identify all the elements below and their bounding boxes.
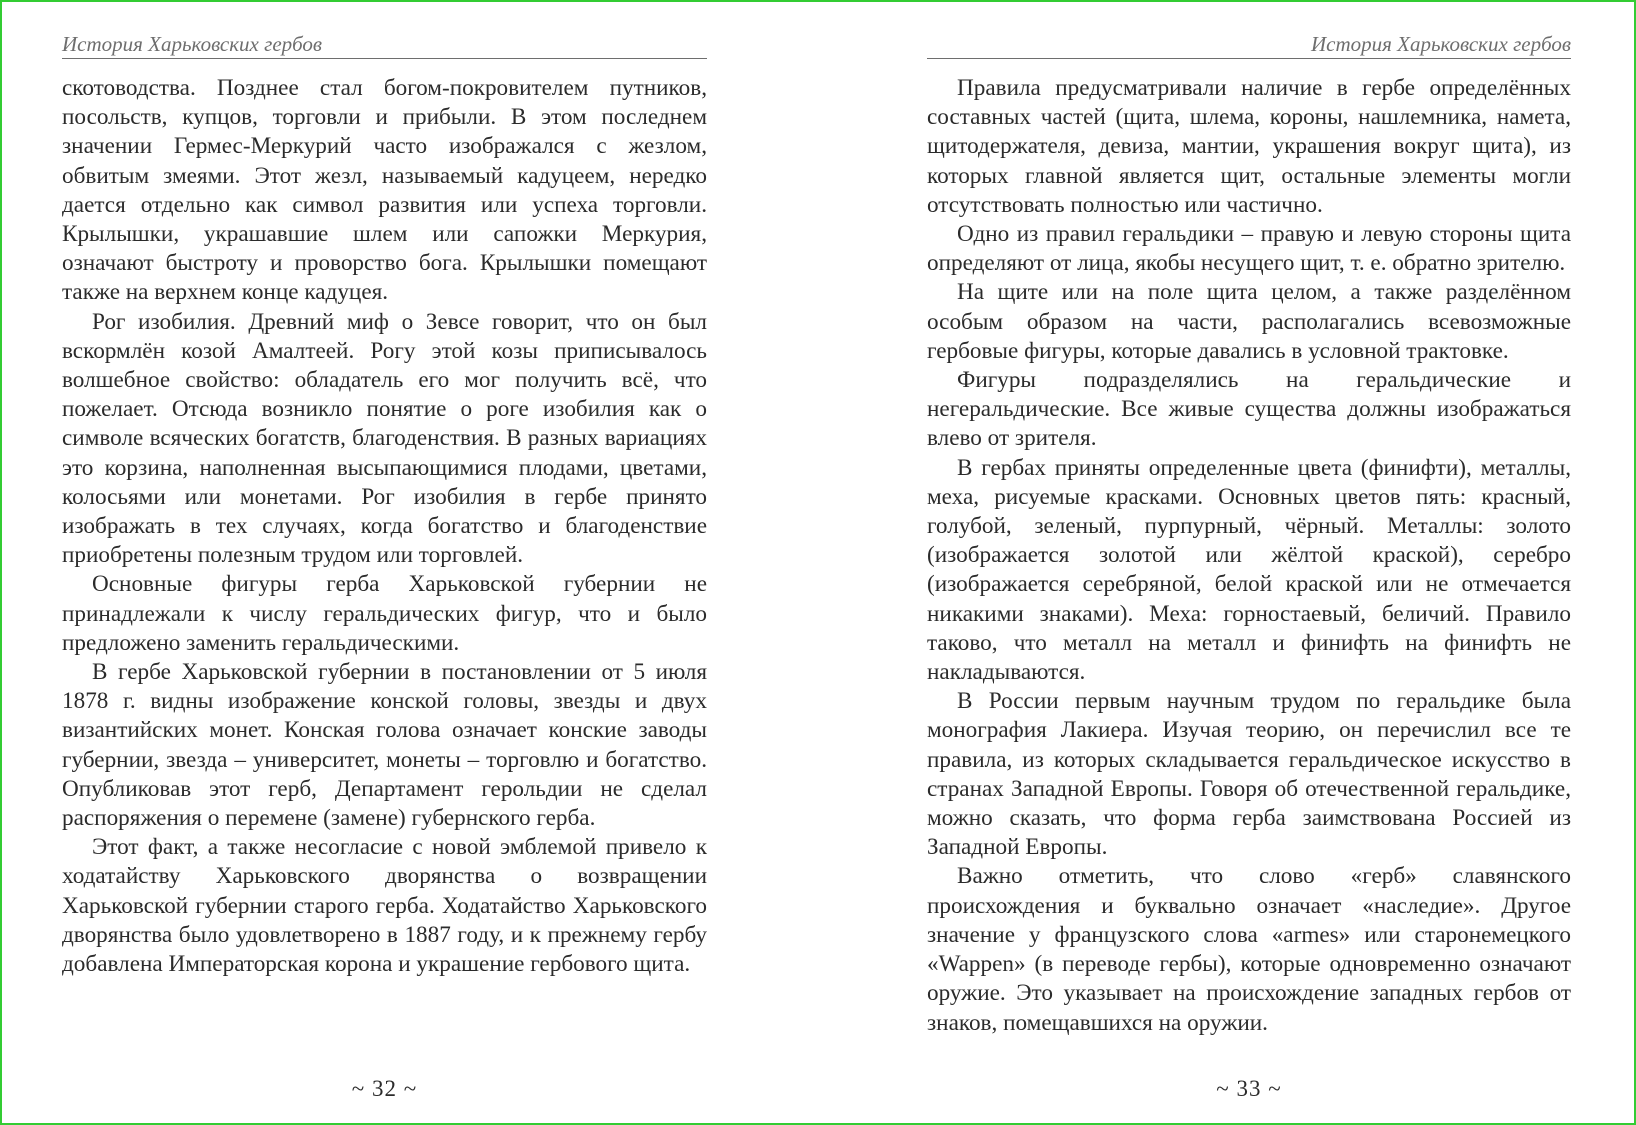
- paragraph: Правила предусматривали наличие в гербе определённых составных частей (щита, шлема, короны, нашлемника, намета, щитодержателя, девиза, мантии, украшения вокруг щита), из которых главной является щит, остальные элементы могли отсутствовать полностью или частично.: [927, 75, 1571, 218]
- paragraph: В гербе Харьковской губернии в постановлении от 5 июля 1878 г. видны изображение конской головы, звезды и двух византийских монет. Конская голова означает конские заводы губернии, звезда – университет, монеты – торговлю и богатство. Опубликовав этот герб, Департамент герольдии не сделал распоряжения о перемене (замене) губернского герба.: [62, 659, 707, 832]
- left-page: [62, 2, 707, 1123]
- paragraph: скотоводства. Позднее стал богом-покровителем путников, посольств, купцов, торговли и прибыли. В этом последнем значении Гермес-Меркурий часто изображался с жезлом, обвитым змеями. Этот жезл, называемый кадуцеем, нередко дается отдельно как символ развития или успеха торговли. Крылышки, украшавшие шлем или сапожки Меркурия, означают быстроту и проворство бога. Крылышки помещают также на верхнем конце кадуцея.: [62, 75, 707, 306]
- running-head-left: История Харьковских гербов: [62, 32, 707, 59]
- page-number-right: ~ 33 ~: [1216, 1076, 1282, 1101]
- paragraph: Этот факт, а также несогласие с новой эмблемой привело к ходатайству Харьковского дворянства о возвращении Харьковской губернии старого герба. Ходатайство Харьковского дворянства было удовлетворено в 1887 году, и к прежнему гербу добавлена Императорская корона и украшение гербового щита.: [62, 834, 707, 978]
- right-page-body: [927, 74, 1571, 1038]
- left-page-body: [62, 74, 707, 979]
- page-number-left: ~ 32 ~: [351, 1076, 418, 1101]
- paragraph: На щите или на поле щита целом, а также разделённом особым образом на части, располагались всевозможные гербовые фигуры, которые давались в условной трактовке.: [927, 279, 1571, 364]
- paragraph: Фигуры подразделялись на геральдические и негеральдические. Все живые существа должны изображаться влево от зрителя.: [927, 367, 1571, 452]
- paragraph: Рог изобилия. Древний миф о Зевсе говорит, что он был вскормлён козой Амалтеей. Рогу этой козы приписывалось волшебное свойство: обладатель его мог получить всё, что пожелает. Отсюда возникло понятие о роге изобилия как о символе всяческих богатств, благоденствия. В разных вариациях это корзина, наполненная высыпающимися плодами, цветами, колосьями или монетами. Рог изобилия в гербе принято изображать в тех случаях, когда богатство и благоденствие приобретены полезным трудом или торговлей.: [62, 308, 707, 569]
- paragraph: В гербах приняты определенные цвета (финифти), металлы, меха, рисуемые красками. Основных цветов пять: красный, голубой, зеленый, пурпурный, чёрный. Металлы: золото (изображается золотой или жёлтой краской), серебро (изображается серебряной, белой краской или не отмечается никакими знаками). Меха: горностаевый, беличий. Правило таково, что металл на металл и финифть на финифть не накладываются.: [927, 454, 1571, 686]
- paragraph: В России первым научным трудом по геральдике была монография Лакиера. Изучая теорию, он перечислил все те правила, из которых складывается геральдическое искусство в странах Западной Европы. Говоря об отечественной геральдике, можно сказать, что форма герба заимствована Россией из Западной Европы.: [927, 688, 1571, 861]
- paragraph: Одно из правил геральдики – правую и левую стороны щита определяют от лица, якобы несущего щит, т. е. обратно зрителю.: [927, 221, 1571, 277]
- running-head-right: История Харьковских гербов: [927, 32, 1571, 59]
- right-page: [927, 2, 1571, 1123]
- paragraph: Важно отметить, что слово «герб» славянского происхождения и буквально означает «наследие». Другое значение у французского слова «armes» или старонемецкого «Wappen» (в переводе гербы), которые одновременно означают оружие. Это указывает на происхождение западных гербов от знаков, помещавшихся на оружии.: [927, 863, 1571, 1036]
- paragraph: Основные фигуры герба Харьковской губернии не принадлежали к числу геральдических фигур, что и было предложено заменить геральдическими.: [62, 571, 707, 656]
